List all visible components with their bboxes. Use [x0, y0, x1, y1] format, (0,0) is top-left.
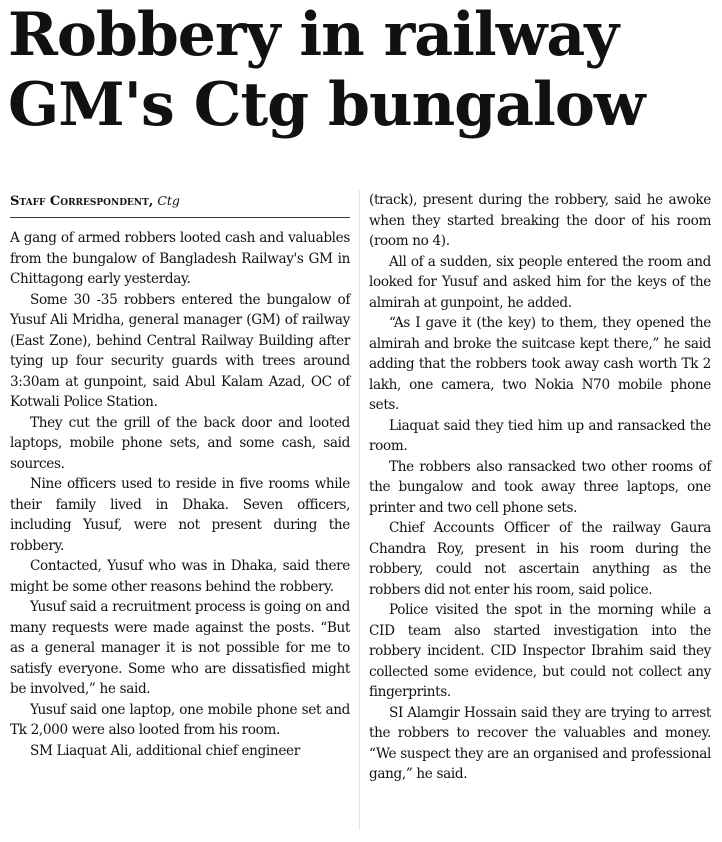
- paragraph: Yusuf said a recruitment process is going on and many requests were made against the posts. “But as a general manager it is not possible for me to satisfy everyone. Some who are dissatisfied might be involved,” he said.: [10, 599, 350, 697]
- paragraph: A gang of armed robbers looted cash and valuables from the bungalow of Bangladesh Railway's GM in Chittagong early yesterday.: [10, 230, 350, 287]
- byline-name: Staff Correspondent,: [10, 194, 154, 209]
- paragraph: Yusuf said one laptop, one mobile phone set and Tk 2,000 were also looted from his room.: [10, 701, 350, 738]
- headline-line-1: Robbery in railway: [8, 0, 619, 70]
- headline: [8, 0, 718, 140]
- byline-location: Ctg: [157, 193, 180, 208]
- paragraph: All of a sudden, six people entered the room and looked for Yusuf and asked him for the keys of the almirah at gunpoint, he added.: [369, 253, 711, 311]
- paragraph: SM Liaquat Ali, additional chief engineer: [30, 742, 300, 759]
- paragraph: Police visited the spot in the morning while a CID team also started investigation into the robbery incident. CID Inspector Ibrahim said they collected some evidence, but could not collect any fingerprints.: [369, 602, 711, 700]
- paragraph: They cut the grill of the back door and looted laptops, mobile phone sets, and some cash, said sources.: [10, 414, 350, 472]
- paragraph: (track), present during the robbery, said he awoke when they started breaking the door of his room (room no 4).: [369, 192, 711, 249]
- paragraph: The robbers also ransacked two other rooms of the bungalow and took away three laptops, one printer and two cell phone sets.: [369, 458, 711, 516]
- paragraph: Contacted, Yusuf who was in Dhaka, said there might be some other reasons behind the robbery.: [10, 558, 350, 595]
- column-divider: [359, 190, 360, 830]
- paragraph: Nine officers used to reside in five rooms while their family lived in Dhaka. Seven officers, including Yusuf, were not present during the robbery.: [10, 476, 350, 554]
- paragraph: “As I gave it (the key) to them, they opened the almirah and broke the suitcase kept there,” he said adding that the robbers took away cash worth Tk 2 lakh, one camera, two Nokia N70 mobile phone sets.: [369, 315, 711, 413]
- byline: [10, 192, 350, 218]
- headline-line-2: GM's Ctg bungalow: [8, 70, 645, 140]
- paragraph: Some 30 -35 robbers entered the bungalow of Yusuf Ali Mridha, general manager (GM) of railway (East Zone), behind Central Railway Building after tying up four security guards with trees around 3:30am at gunpoint, said Abul Kalam Azad, OC of Kotwali Police Station.: [10, 291, 350, 410]
- paragraph: Chief Accounts Officer of the railway Gaura Chandra Roy, present in his room during the robbery, could not ascertain anything as the robbers did not enter his room, said police.: [369, 520, 711, 598]
- left-column: [10, 192, 350, 761]
- paragraph: SI Alamgir Hossain said they are trying to arrest the robbers to recover the valuables and money. “We suspect they are an organised and professional gang,” he said.: [369, 704, 711, 782]
- right-column: [369, 190, 711, 785]
- paragraph: Liaquat said they tied him up and ransacked the room.: [369, 417, 711, 454]
